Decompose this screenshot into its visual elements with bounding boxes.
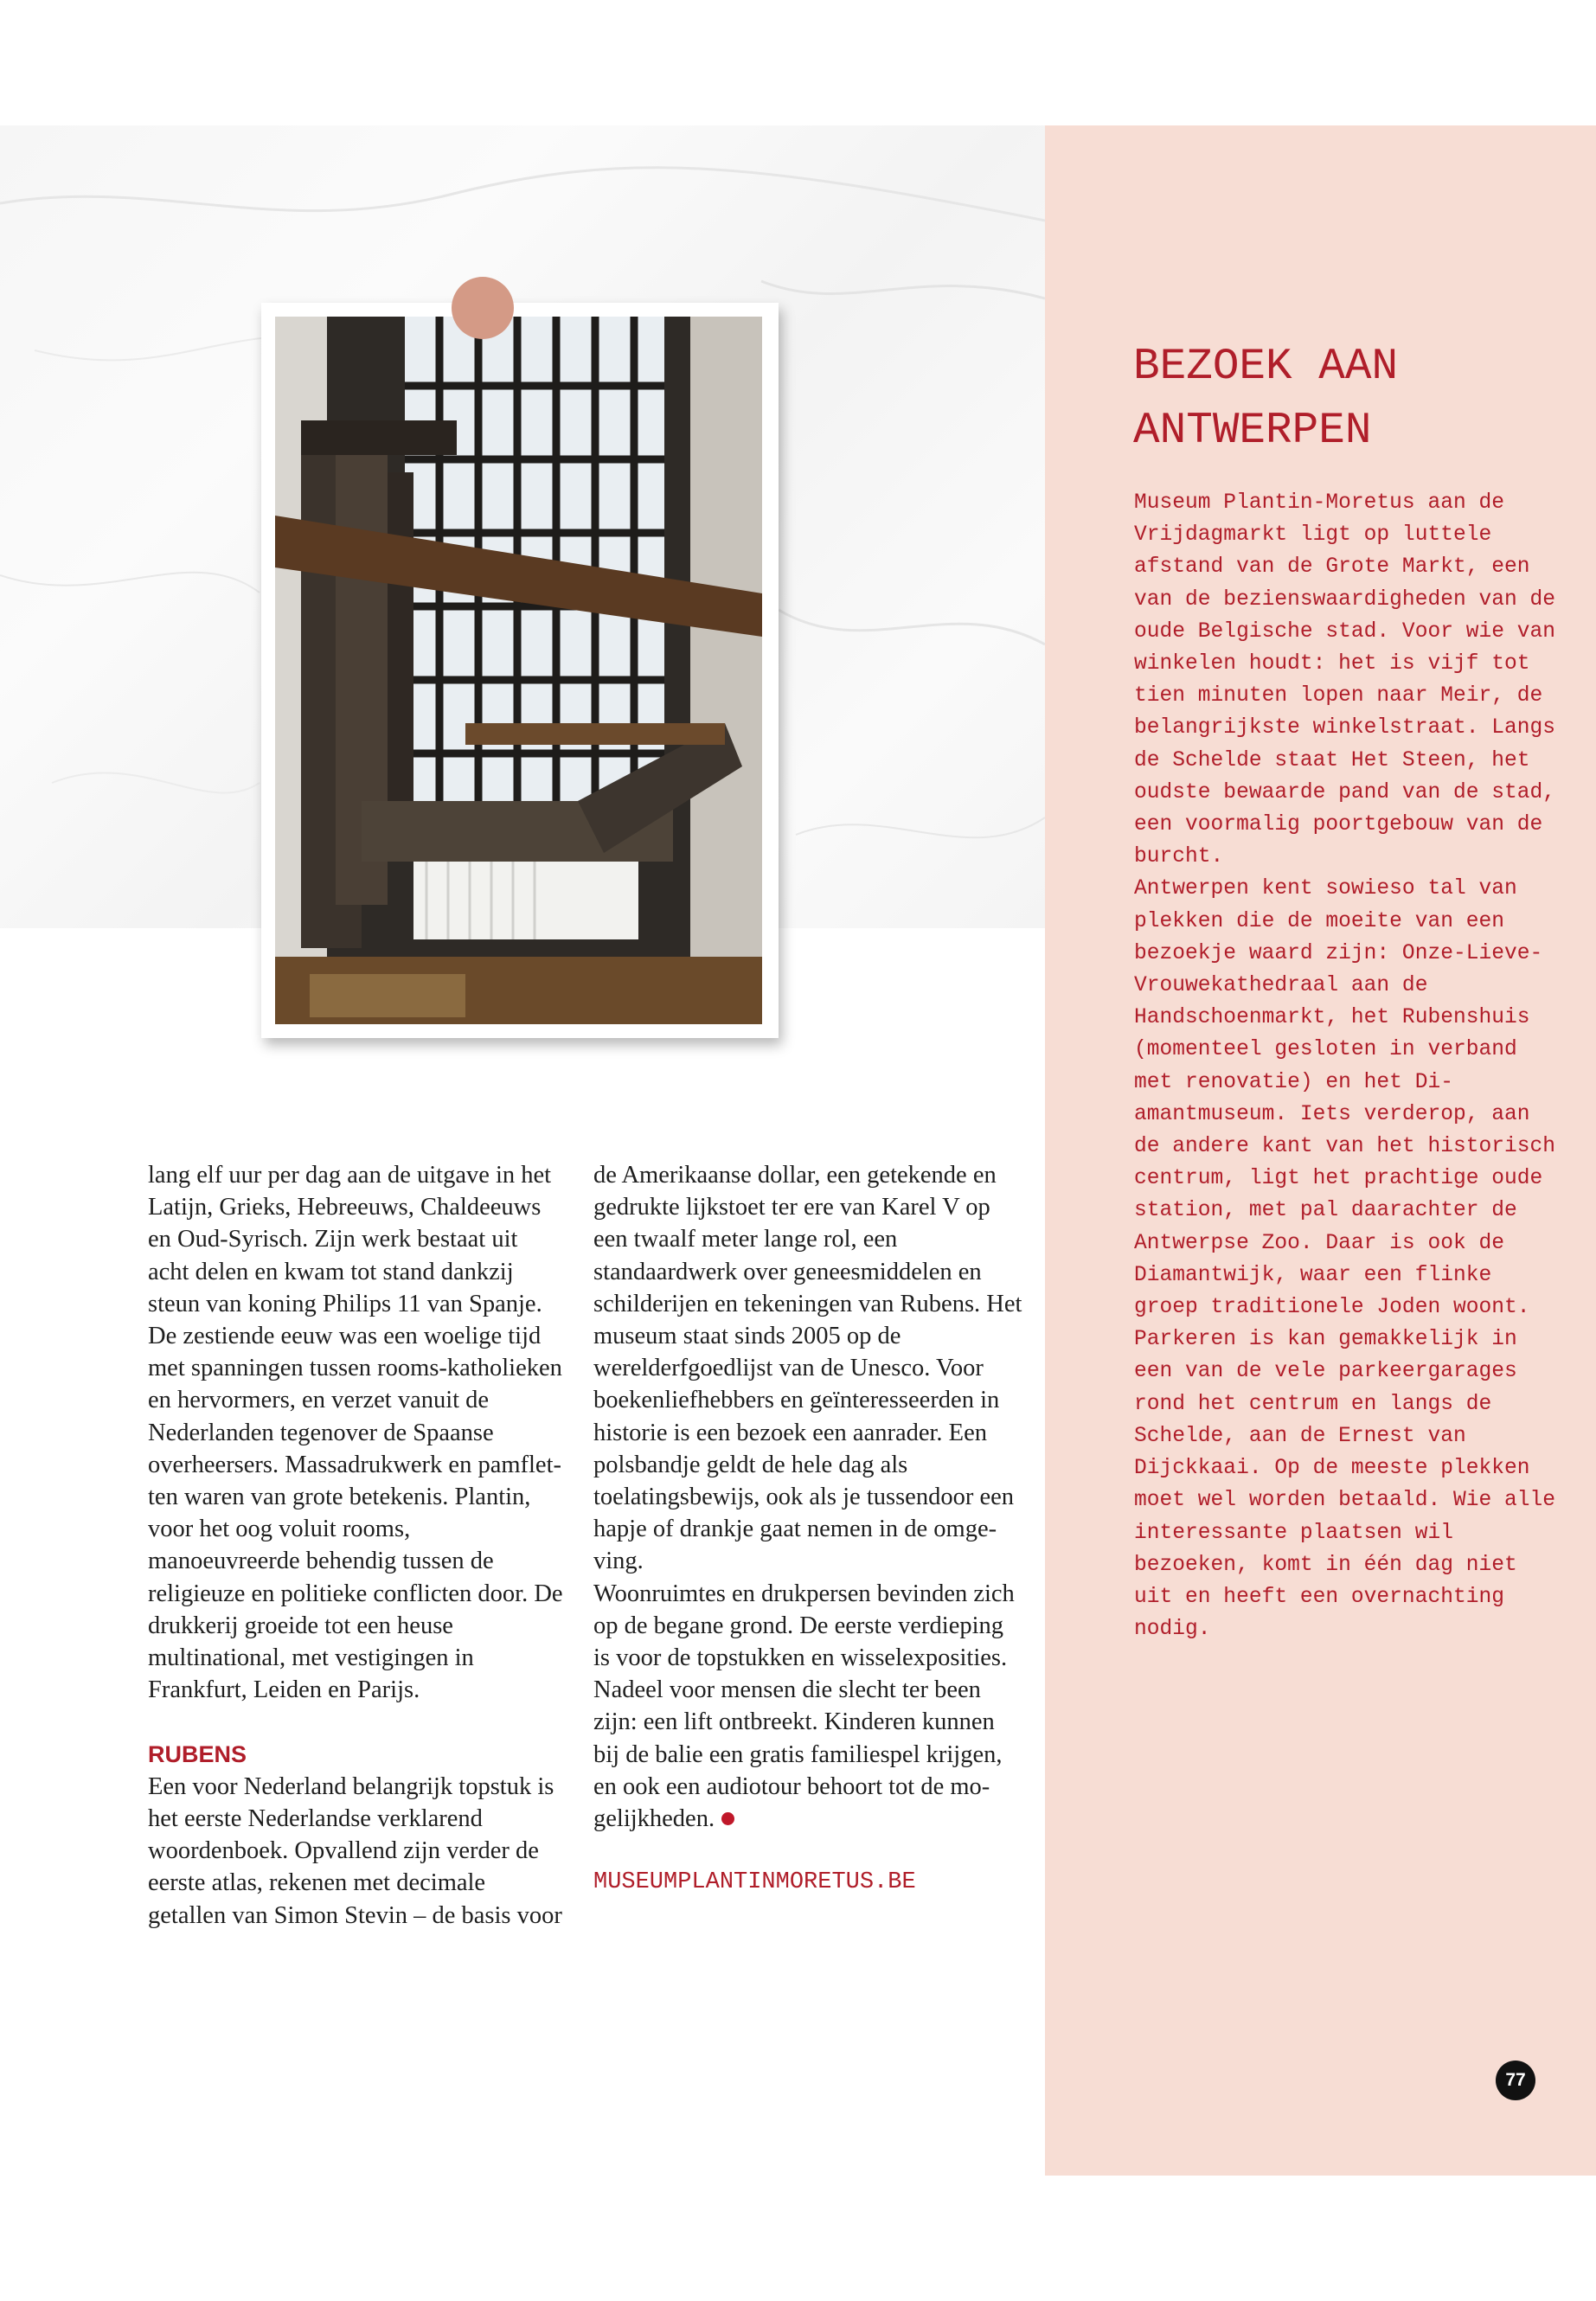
printing-press-icon [275, 317, 762, 1024]
sidebar-paragraph: Antwerpen kent sowieso tal van plekken die de moeite van een bezoekje waard zijn: Onze-Lieve-Vrouwekathedraal aan de Handschoenmarkt, het Rubenshuis (momenteel gesloten in verband met renovatie) en het Diamantmuseum. Iets verderop, aan de andere kant van het historisch centrum, ligt het prachtige oude station, met pal daarachter de Antwerpse Zoo. Daar is ook de Diamantwijk, waar een flinke groep traditionele Joden woont. [1134, 877, 1556, 1320]
article-paragraph: Een voor Nederland belangrijk topstuk is het eerste Nederlandse verklarend woordenboek. Opvallend zijn verder de eerste atlas, rekenen met decimale getallen van Simon Stevin – de basis voor [148, 1772, 562, 1929]
article-final-paragraph [593, 1578, 1026, 1836]
sidebar-text [1134, 487, 1567, 1645]
end-mark-icon [721, 1812, 734, 1825]
pin-icon [452, 277, 514, 339]
photo-frame [261, 303, 779, 1038]
printing-press-photo [275, 317, 762, 1024]
article-paragraph: De zestiende eeuw was een woelige tijd met spanningen tussen rooms-katholieken en hervormers, en verzet vanuit de Nederlanden tegenover de Spaanse overheersers. Massadrukwerk en pamfletten waren van grote betekenis. Plantin, voor het oog voluit rooms, manoeuvreerde behendig tussen de religieuze en politieke conflicten door. De drukkerij groeide tot een heuse multinational, met vestigingen in Frankfurt, Leiden en Parijs. [148, 1323, 563, 1704]
sidebar-paragraph: Parkeren is kan gemakkelijk in een van de vele parkeergarages rond het centrum en langs de Schelde, aan de Ernest van Dijckkaai. Op de meeste plekken moet wel worden betaald. Wie alle interessante plaatsen wil bezoeken, komt in één dag niet uit en heeft een overnachting nodig. [1134, 1328, 1556, 1642]
article-column-left [148, 1159, 563, 1932]
article-column-middle [593, 1159, 1026, 1900]
article-paragraph: lang elf uur per dag aan de uitgave in het Latijn, Grieks, Hebreeuws, Chaldeeuws en Oud-Syrisch. Zijn werk bestaat uit acht delen en kwam tot stand dankzij steun van koning Philips 11 van Spanje. [148, 1162, 552, 1317]
subheading-rubens: RUBENS [148, 1740, 247, 1767]
sidebar-paragraph: Museum Plantin-Moretus aan de Vrijdagmarkt ligt op luttele afstand van de Grote Markt, een van de bezienswaardigheden van de oude Belgische stad. Voor wie van winkelen houdt: het is vijf tot tien minuten lopen naar Meir, de belangrijkste winkelstraat. Langs de Schelde staat Het Steen, het oudste bewaarde pand van de stad, een voormalig poortgebouw van de burcht. [1134, 491, 1556, 869]
page-number: 77 [1496, 2061, 1535, 2100]
sidebar-title: BEZOEK AAN ANTWERPEN [1133, 343, 1399, 456]
website-link[interactable]: MUSEUMPLANTINMORETUS.BE [593, 1869, 916, 1896]
final-paragraph-text: Woonruimtes en drukpersen bevinden zich op de begane grond. De eerste verdieping is voor de topstukken en wisselexposities. Nadeel voor mensen die slecht ter been zijn: een lift ontbreekt. Kinderen kunnen bij de balie een gratis familiespel krijgen, en ook een audiotour behoort tot de mogelijkheden. [593, 1580, 1015, 1833]
article-paragraph: de Amerikaanse dollar, een getekende en gedrukte lijkstoet ter ere van Karel V op een twaalf meter lange rol, een standaardwerk over geneesmiddelen en schilderijen en tekeningen van Rubens. Het museum staat sinds 2005 op de werelderfgoedlijst van de Unesco. Voor boekenliefhebbers en geïnteresseerden in historie is een bezoek een aanrader. Een polsbandje geldt de hele dag als toelatingsbewijs, ook als je tussendoor een hapje of drankje gaat nemen in de omgeving. [593, 1162, 1022, 1575]
